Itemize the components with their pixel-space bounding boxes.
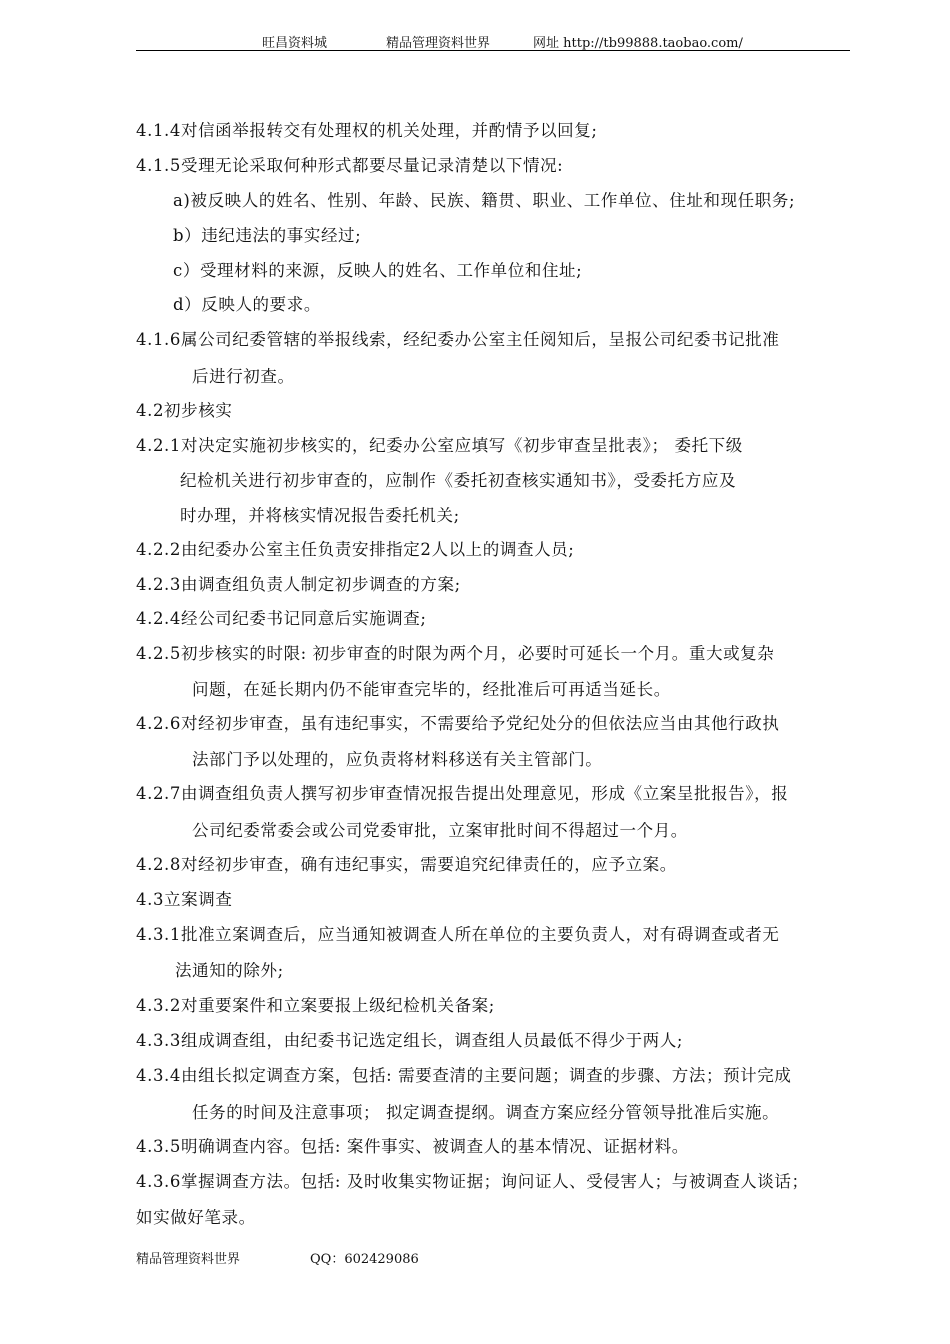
section-4-2: 4.2初步核实 — [136, 401, 233, 420]
clause-4-3-3: 4.3.3组成调查组，由纪委书记选定组长，调查组人员最低不得少于两人; — [136, 1031, 684, 1050]
clause-4-3-5: 4.3.5明确调查内容。包括: 案件事实、被调查人的基本情况、证据材料。 — [136, 1137, 689, 1156]
clause-4-2-7: 4.2.7由调查组负责人撰写初步审查情况报告提出处理意见，形成《立案呈批报告》，报 — [136, 784, 789, 803]
clause-4-3-1-cont: 法通知的除外; — [175, 961, 284, 980]
clause-4-1-5: 4.1.5受理无论采取何种形式都要尽量记录清楚以下情况: — [136, 156, 564, 175]
clause-4-1-6-cont: 后进行初查。 — [192, 367, 295, 386]
clause-4-1-5-b: b）违纪违法的事实经过; — [173, 226, 362, 245]
clause-4-2-5-cont: 问题，在延长期内仍不能审查完毕的，经批准后可再适当延长。 — [192, 680, 671, 699]
clause-4-1-5-a: a)被反映人的姓名、性别、年龄、民族、籍贯、职业、工作单位、住址和现任职务; — [173, 191, 796, 210]
clause-4-2-6-cont: 法部门予以处理的，应负责将材料移送有关主管部门。 — [192, 750, 603, 769]
clause-4-1-5-c: c）受理材料的来源，反映人的姓名、工作单位和住址; — [173, 261, 583, 280]
section-4-3: 4.3立案调查 — [136, 890, 233, 909]
header-url: 网址 http://tb99888.taobao.com/ — [533, 36, 743, 51]
clause-4-3-6-cont: 如实做好笔录。 — [136, 1208, 256, 1227]
clause-4-2-5: 4.2.5初步核实的时限: 初步审查的时限为两个月，必要时可延长一个月。重大或复杂 — [136, 644, 775, 663]
header-slogan: 精品管理资料世界 — [386, 36, 491, 51]
header-site-name: 旺昌资料城 — [262, 36, 328, 51]
clause-4-3-4: 4.3.4由组长拟定调查方案，包括: 需要查清的主要问题；调查的步骤、方法；预计完成 — [136, 1066, 792, 1085]
clause-4-1-5-d: d）反映人的要求。 — [173, 295, 321, 314]
clause-4-3-2: 4.3.2对重要案件和立案要报上级纪检机关备案; — [136, 996, 495, 1015]
footer-qq: QQ：602429086 — [310, 1252, 419, 1267]
clause-4-2-1-cont-1: 纪检机关进行初步审查的，应制作《委托初查核实通知书》，受委托方应及 — [180, 471, 737, 490]
footer-slogan: 精品管理资料世界 — [136, 1252, 241, 1267]
clause-4-1-4: 4.1.4对信函举报转交有处理权的机关处理，并酌情予以回复; — [136, 121, 598, 140]
clause-4-3-4-cont: 任务的时间及注意事项； 拟定调查提纲。调查方案应经分管领导批准后实施。 — [192, 1103, 780, 1122]
clause-4-3-1: 4.3.1批准立案调查后，应当通知被调查人所在单位的主要负责人，对有碍调查或者无 — [136, 925, 780, 944]
clause-4-3-6: 4.3.6掌握调查方法。包括: 及时收集实物证据；询问证人、受侵害人；与被调查人谈话； — [136, 1172, 809, 1191]
page-header — [136, 30, 850, 51]
clause-4-2-6: 4.2.6对经初步审查，虽有违纪事实，不需要给予党纪处分的但依法应当由其他行政执 — [136, 714, 780, 733]
clause-4-2-8: 4.2.8对经初步审查，确有违纪事实，需要追究纪律责任的，应予立案。 — [136, 855, 677, 874]
clause-4-2-7-cont: 公司纪委常委会或公司党委审批，立案审批时间不得超过一个月。 — [192, 821, 688, 840]
clause-4-2-1: 4.2.1对决定实施初步核实的，纪委办公室应填写《初步审查呈批表》； 委托下级 — [136, 436, 743, 455]
clause-4-2-4: 4.2.4经公司纪委书记同意后实施调查; — [136, 609, 427, 628]
clause-4-2-3: 4.2.3由调查组负责人制定初步调查的方案; — [136, 575, 461, 594]
clause-4-1-6: 4.1.6属公司纪委管辖的举报线索，经纪委办公室主任阅知后，呈报公司纪委书记批准 — [136, 330, 780, 349]
clause-4-2-1-cont-2: 时办理，并将核实情况报告委托机关; — [180, 506, 460, 525]
clause-4-2-2: 4.2.2由纪委办公室主任负责安排指定2人以上的调查人员; — [136, 540, 575, 559]
